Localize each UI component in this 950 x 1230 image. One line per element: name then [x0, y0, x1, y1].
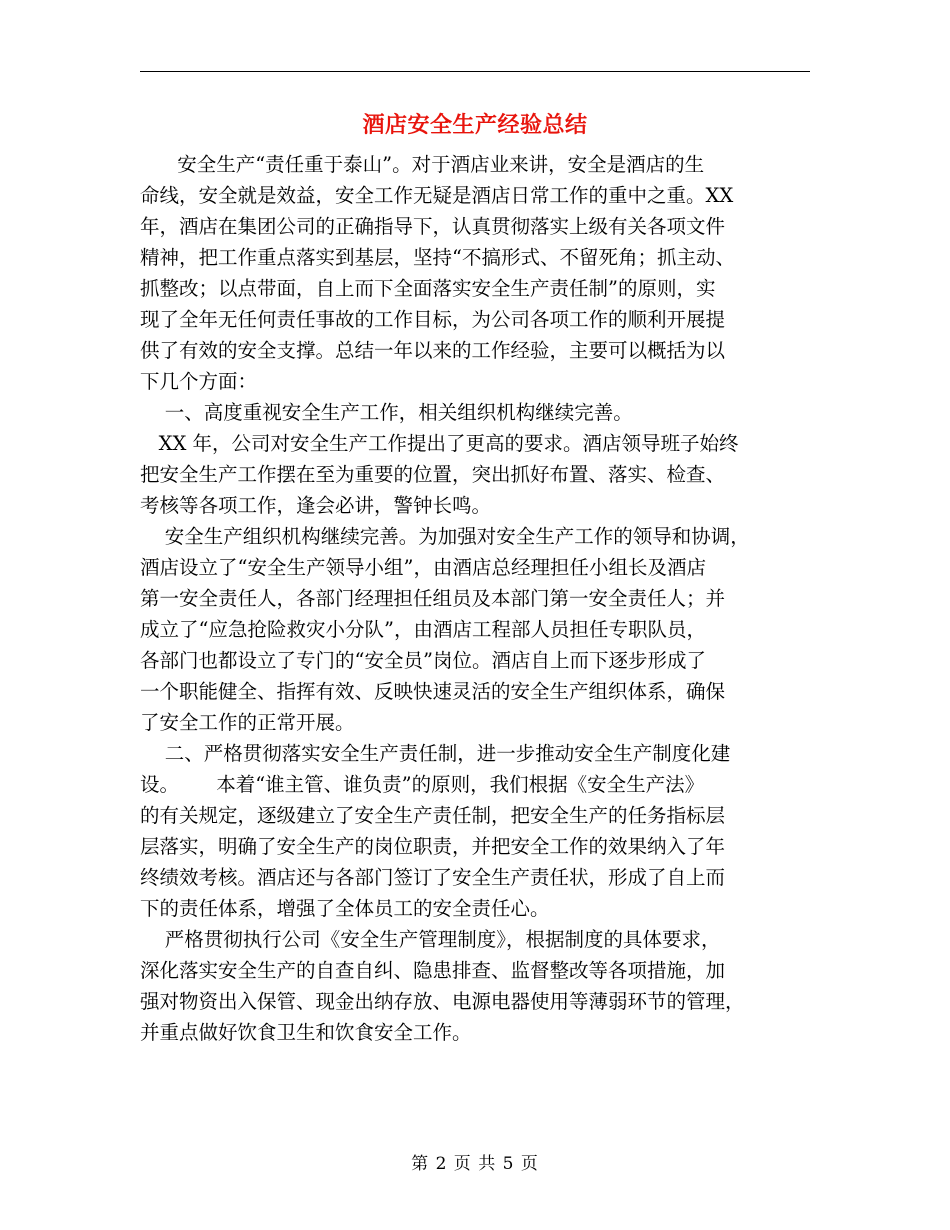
body-line: 安全生产组织机构继续完善。为加强对安全生产工作的领导和协调， [140, 525, 750, 548]
body-line: 一、高度重视安全生产工作，相关组织机构继续完善。 [140, 401, 633, 424]
body-line: 把安全生产工作摆在至为重要的位置，突出抓好布置、落实、检查、 [140, 463, 726, 486]
body-line: 精神，把工作重点落实到基层，坚持“不搞形式、不留死角；抓主动、 [140, 246, 735, 269]
body-line: XX 年，公司对安全生产工作提出了更高的要求。酒店领导班子始终 [140, 432, 739, 455]
body-line: 一个职能健全、指挥有效、反映快速灵活的安全生产组织体系，确保 [140, 680, 726, 703]
body-line: 酒店设立了“安全生产领导小组”，由酒店总经理担任小组长及酒店 [140, 556, 706, 579]
body-line: 下几个方面： [140, 370, 258, 393]
body-line: 各部门也都设立了专门的“安全员”岗位。酒店自上而下逐步形成了 [140, 649, 706, 672]
body-line: 成立了“应急抢险救灾小分队”，由酒店工程部人员担任专职队员， [140, 618, 706, 641]
body-line: 现了全年无任何责任事故的工作目标，为公司各项工作的顺利开展提 [140, 308, 726, 331]
body-line: 严格贯彻执行公司《安全生产管理制度》，根据制度的具体要求， [140, 928, 721, 951]
body-line: 考核等各项工作，逢会必讲，警钟长鸣。 [140, 494, 492, 517]
body-line: 第一安全责任人，各部门经理担任组员及本部门第一安全责任人；并 [140, 587, 726, 610]
body-line: 设。 本着“谁主管、谁负责”的原则，我们根据《安全生产法》 [140, 773, 705, 796]
body-line: 下的责任体系，增强了全体员工的安全责任心。 [140, 897, 550, 920]
body-line: 并重点做好饮食卫生和饮食安全工作。 [140, 1021, 472, 1044]
header-rule [140, 71, 810, 72]
body-line: 供了有效的安全支撑。总结一年以来的工作经验，主要可以概括为以 [140, 339, 726, 362]
body-line: 强对物资出入保管、现金出纳存放、电源电器使用等薄弱环节的管理， [140, 990, 745, 1013]
body-line: 层落实，明确了安全生产的岗位职责，并把安全工作的效果纳入了年 [140, 835, 726, 858]
body-line: 深化落实安全生产的自查自纠、隐患排查、监督整改等各项措施，加 [140, 959, 726, 982]
body-line: 终绩效考核。酒店还与各部门签订了安全生产责任状，形成了自上而 [140, 866, 726, 889]
body-line: 二、严格贯彻落实安全生产责任制，进一步推动安全生产制度化建 [140, 742, 731, 765]
body-line: 安全生产“责任重于泰山”。对于酒店业来讲，安全是酒店的生 [140, 153, 705, 176]
document-body [140, 149, 810, 1048]
page-footer: 第 2 页 共 5 页 [411, 1154, 539, 1174]
body-line: 的有关规定，逐级建立了安全生产责任制，把安全生产的任务指标层 [140, 804, 726, 827]
body-line: 年，酒店在集团公司的正确指导下，认真贯彻落实上级有关各项文件 [140, 215, 726, 238]
body-line: 抓整改；以点带面，自上而下全面落实安全生产责任制”的原则，实 [140, 277, 716, 300]
document-title: 酒店安全生产经验总结 [362, 112, 588, 138]
body-line: 了安全工作的正常开展。 [140, 711, 355, 734]
body-line: 命线，安全就是效益，安全工作无疑是酒店日常工作的重中之重。XX [140, 184, 734, 207]
